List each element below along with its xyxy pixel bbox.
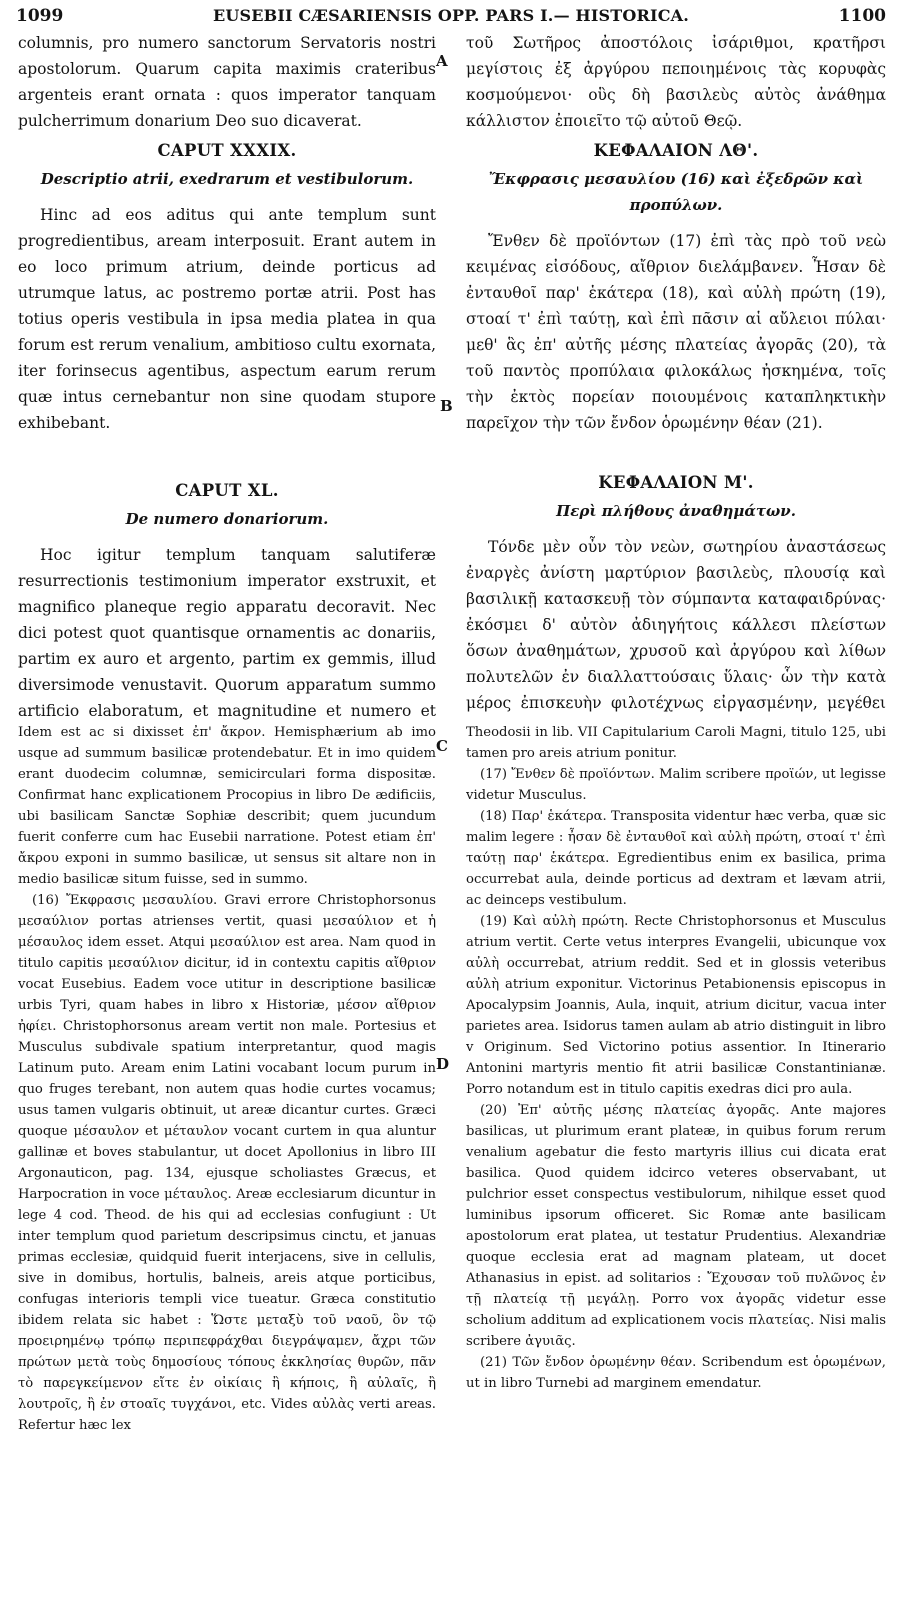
page-number-right: 1100 xyxy=(838,6,886,26)
chapter-39-greek-heading: ΚΕΦΑΛΑΙΟΝ ΛΘ'. xyxy=(593,141,759,160)
chapter-39-latin-subtitle: Descriptio atrii, exedrarum et vestibulorum. xyxy=(40,170,414,188)
page-number-left: 1099 xyxy=(16,6,64,26)
margin-marker-c: C xyxy=(436,737,448,755)
chapter-39-greek-text: Ἔνθεν δὲ προϊόντων (17) ἐπὶ τὰς πρὸ τοῦ νεὼ κειμένας εἰσόδους, αἴθριον διελάμβανεν. Ἦσαν δὲ ἐνταυθοῖ παρ' ἑκάτερα (18), καὶ αὐλὴ πρώτη (19), στοαί τ' ἐπὶ ταύτῃ, καὶ ἐπὶ πᾶσιν αἱ αὔλειοι πύλαι· μεθ' ἃς ἐπ' αὐτῆς μέσης πλατείας ἀγορᾶς (20), τὰ τοῦ παντὸς προπύλαια φιλοκάλως ἠσκημένα, τοῖς τὴν ἐκτὸς πορείαν ποιουμένοις καταπληκτικὴν παρεῖχον τὴν τῶν ἔνδον ὁρωμένην θέαν (21). xyxy=(466,232,886,432)
note-21: (21) Τῶν ἔνδον ὁρωμένην θέαν. Scribendum est ὁρωμένων, ut in libro Turnebi ad marginem emendatur. xyxy=(466,1355,886,1391)
margin-marker-d: D xyxy=(436,1055,450,1073)
note-18: (18) Παρ' ἑκάτερα. Transposita videntur hæc verba, quæ sic malim legere : ἦσαν δὲ ἐνταυθοῖ καὶ αὐλὴ πρώτη, στοαί τ' ἐπὶ ταύτῃ παρ' ἑκάτερα. Egredientibus enim ex basilica, prima occurrebat aula, deinde porticus ad dextram et lævam atrii, ac deinceps vestibulum. xyxy=(466,809,886,908)
chapter-39-latin-heading: CAPUT XXXIX. xyxy=(157,141,297,160)
notes-right-column xyxy=(466,722,886,1614)
note-continuation: Idem est ac si dixisset ἐπ' ἄκρον. Hemisphærium ab imo usque ad summum basilicæ protendebatur. Et in imo quidem erant duodecim columnæ, semicirculari forma dispositæ. Confirmat hanc explicationem Procopius in libro De ædificiis, ubi basilicam Sanctæ Sophiæ describit; quem jucundum fuerit conferre cum hac Eusebii narratione. Potest etiam ἐπ' ἄκρου exponi in summo basilicæ, ut sensus sit altare non in medio basilicæ situm fuisse, sed in summo. xyxy=(18,725,436,887)
note-17: (17) Ἔνθεν δὲ προϊόντων. Malim scribere προϊών, ut legisse videtur Musculus. xyxy=(466,767,886,803)
latin-intro-paragraph: columnis, pro numero sanctorum Servatoris nostri apostolorum. Quarum capita maximis crateribus argenteis erant ornata : quos imperator tanquam pulcherrimum donarium Deo suo dicaverat. xyxy=(18,34,436,130)
latin-main-column xyxy=(18,30,436,720)
chapter-40-greek-subtitle: Περὶ πλήθους ἀναθημάτων. xyxy=(556,502,796,520)
margin-marker-a: A xyxy=(436,52,448,70)
chapter-40-greek-heading: ΚΕΦΑΛΑΙΟΝ Μ'. xyxy=(598,473,754,492)
notes-left-column xyxy=(18,722,436,1614)
chapter-40-latin-subtitle: De numero donariorum. xyxy=(125,510,329,528)
note-19: (19) Καὶ αὐλὴ πρώτη. Recte Christophorsonus et Musculus atrium vertit. Certe vetus interpres Evangelii, ubicunque vox αὐλὴ occurrebat, atrium reddit. Sed et in glossis veteribus αὐλὴ atrium exponitur. Victorinus Petabionensis episcopus in Apocalypsim Joannis, Aula, inquit, atrium dicitur, vacua inter parietes area. Isidorus tamen aulam ab atrio distinguit in libro v Originum. Sed Victorino potius assentior. In Itinerario Antonini martyris mentio fit atrii basilicæ Constantinianæ. Porro notandum est in titulo capitis exedras dici pro aula. xyxy=(466,914,886,1097)
greek-intro-paragraph: τοῦ Σωτῆρος ἀποστόλοις ἰσάριθμοι, κρατῆρσι μεγίστοις ἐξ ἀργύρου πεποιημένοις τὰς κορυφὰς κοσμούμενοι· οὓς δὴ βασιλεὺς αὐτὸς ἀνάθημα κάλλιστον ἐποιεῖτο τῷ αὐτοῦ Θεῷ. xyxy=(466,34,886,130)
note-continuation-right: Theodosii in lib. VII Capitularium Caroli Magni, titulo 125, ubi tamen pro areis atrium ponitur. xyxy=(466,725,886,761)
running-title: EUSEBII CÆSARIENSIS OPP. PARS I.— HISTORICA. xyxy=(212,6,690,25)
greek-main-column xyxy=(466,30,886,720)
chapter-40-latin-text: Hoc igitur templum tanquam salutiferæ resurrectionis testimonium imperator exstruxit, et magnifico planeque regio apparatu decoravit. Nec dici potest quot quantisque ornamentis ac donariis, partim ex auro et argento, partim ex gemmis, illud diversimode venustavit. Quorum apparatum summo artificio elaboratum, et magnitudine et numero et xyxy=(18,546,436,720)
chapter-40-latin-heading: CAPUT XL. xyxy=(175,481,279,500)
chapter-39-greek-subtitle: Ἔκφρασις μεσαυλίου (16) καὶ ἐξεδρῶν καὶ προπύλων. xyxy=(488,170,864,214)
chapter-39-latin-text: Hinc ad eos aditus qui ante templum sunt progredientibus, aream interposuit. Erant autem in eo loco primum atrium, deinde porticus ad utrumque latus, ac postremo portæ atrii. Post has totius operis vestibula in ipsa media platea in qua forum est rerum venalium, ambitioso cultu exornata, iter forinsecus agentibus, aspectum earum rerum quæ intus cernebantur non sine quodam stupore exhibebant. xyxy=(18,206,436,432)
margin-marker-b: B xyxy=(440,397,453,415)
note-16: (16) Ἔκφρασις μεσαυλίου. Gravi errore Christophorsonus μεσαύλιον portas atrienses vertit, quasi μεσαύλιον et ἡ μέσαυλος idem esset. Atqui μεσαύλιον est area. Nam quod in titulo capitis μεσαύλιον dicitur, id in contextu capitis αἴθριον vocat Eusebius. Eadem voce utitur in descriptione basilicæ urbis Tyri, quam habes in libro x Historiæ, μέσον αἴθριον ἠφίει. Christophorsonus aream vertit non male. Portesius et Musculus subdivale spatium interpretantur, quod magis Latinum puto. Aream enim Latini vocabant locum purum in quo fruges terebant, non autem quas hodie curtes vocamus; usus tamen vulgaris obtinuit, ut areæ dicantur curtes. Græci quoque μέσαυλον et μέταυλον vocant curtem in qua aluntur gallinæ et boves stabulantur, ut docet Apollonius in libro III Argonauticon, pag. 134, ejusque scholiastes Græcus, et Harpocration in voce μέταυλος. Areæ ecclesiarum dicuntur in lege 4 cod. Theod. de his qui ad ecclesias confugiunt : Ut inter templum quod parietum descripsimus cinctu, et januas primas ecclesiæ, quidquid fuerit interjacens, sive in cellulis, sive in domibus, hortulis, balneis, areis atque porticibus, confugas interioris templi vice tueatur. Græca constitutio ibidem relata sic habet : Ὥστε μεταξὺ τοῦ ναοῦ, ὃν τῷ προειρημένῳ τρόπῳ περιπεφράχθαι διεγράψαμεν, ἄχρι τῶν πρώτων μετὰ τοὺς δημοσίους τόπους ἐκκλησίας θυρῶν, πᾶν τὸ παρεγκείμενον εἴτε ἐν οἰκίαις ἢ κήποις, ἢ αὐλαῖς, ἢ λουτροῖς, ἢ ἐν στοαῖς τυγχάνοι, etc. Vides αὐλὰς verti areas. Refertur hæc lex xyxy=(18,893,436,1433)
chapter-40-greek-text: Τόνδε μὲν οὖν τὸν νεὼν, σωτηρίου ἀναστάσεως ἐναργὲς ἀνίστη μαρτύριον βασιλεὺς, πλουσίᾳ καὶ βασιλικῇ κατασκευῇ τὸν σύμπαντα καταφαιδρύνας· ἐκόσμει δ' αὐτὸν ἀδιηγήτοις κάλλεσι πλείστων ὅσων ἀναθημάτων, χρυσοῦ καὶ ἀργύρου καὶ λίθων πολυτελῶν ἐν διαλλαττούσαις ὕλαις· ὧν τὴν κατὰ μέρος ἐπισκευὴν φιλοτέχνως εἰργασμένην, μεγέθει xyxy=(466,538,886,712)
note-20: (20) Ἐπ' αὐτῆς μέσης πλατείας ἀγορᾶς. Ante majores basilicas, ut plurimum erant plateæ, in quibus forum rerum venalium agebatur die festo martyris illius cui dicata erat basilica. Quod quidem idcirco veteres observabant, ut pulchrior esset conspectus vestibulorum, nihilque esset quod luminibus ipsorum officeret. Sic Romæ ante basilicam apostolorum erat platea, ut testatur Prudentius. Alexandriæ quoque ecclesia erat ad magnam plateam, ut docet Athanasius in epist. ad solitarios : Ἔχουσαν τοῦ πυλῶνος ἐν τῇ πλατείᾳ τῇ μεγάλῃ. Porro vox ἀγορᾶς videtur esse scholium additum ad explicationem vocis πλατείας. Nisi malis scribere ἀγυιᾶς. xyxy=(466,1103,886,1349)
